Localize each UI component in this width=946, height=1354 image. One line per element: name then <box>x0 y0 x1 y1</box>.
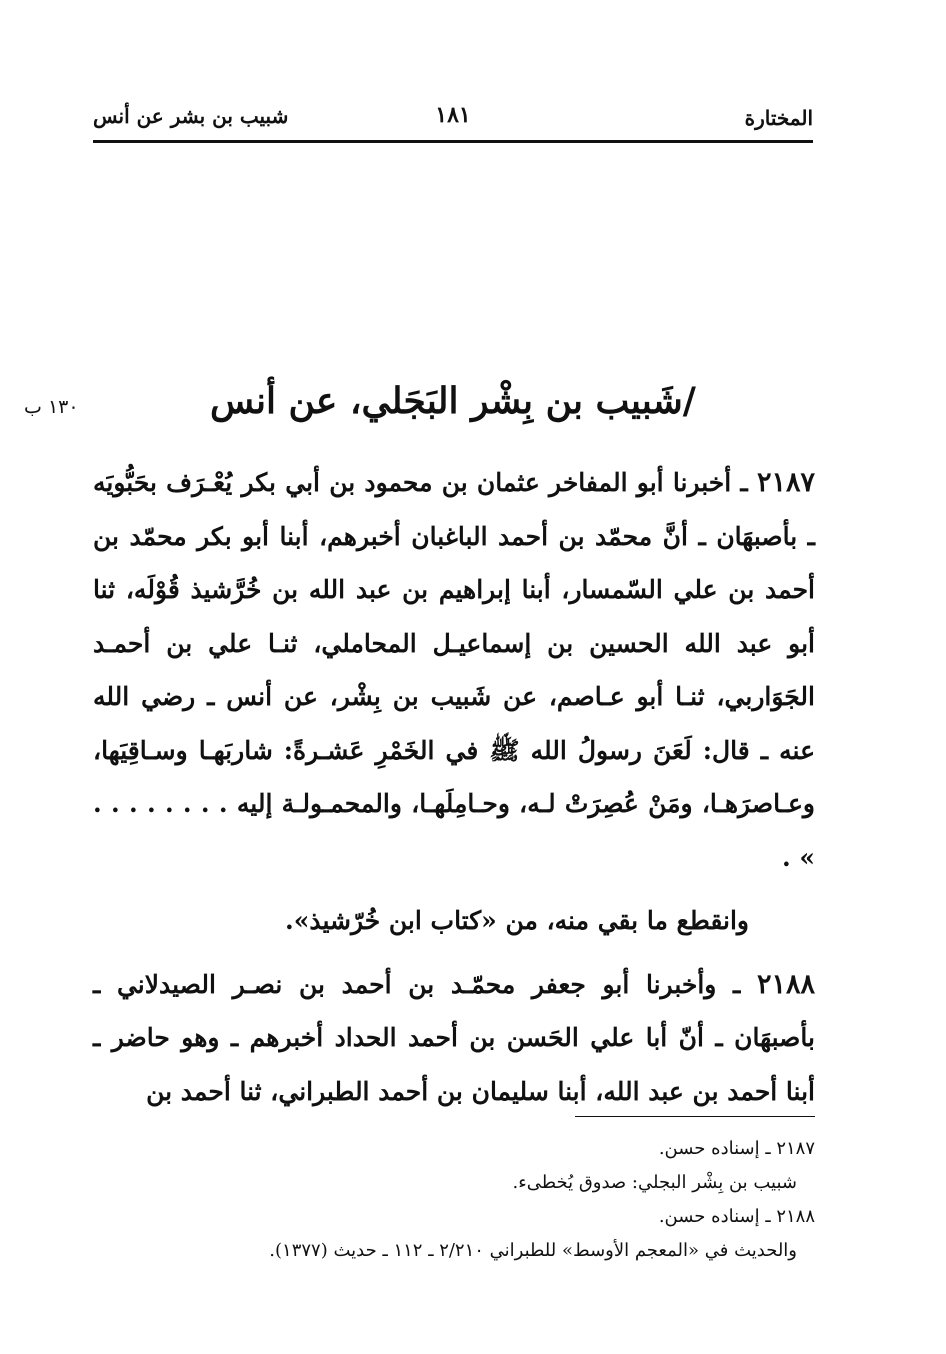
footnote: والحديث في «المعجم الأوسط» للطبراني ٢/٢١٠ ـ ١١٢ ـ حديث (١٣٧٧). <box>269 1240 797 1261</box>
footnote: ٢١٨٧ ـ إسناده حسن. <box>658 1138 815 1159</box>
section-heading: /شَبيب بن بِشْر البَجَلي، عن أنس <box>210 380 696 422</box>
main-body <box>93 456 815 1118</box>
footnotes <box>93 1132 815 1268</box>
hadith-number: ٢١٨٨ <box>756 968 815 1000</box>
hadith-text: ـ أخبرنا أبو المفاخر عثمان بن محمود بن أبي بكر يُعْـرَف بحَبُّويَه ـ بأصبهَان ـ أنَّ محمّد بن أحمد الباغبان أخبرهم، أبنا أبو بكر محمّد بن أحمد بن علي السّمسار، أبنا إبراهيم بن عبد الله بن خُرَّشيذ قُوْلَه، ثنا أبو عبد الله الحسين بن إسماعيـل المحاملي، ثنـا علي بن أحمـد الجَوَاربي، ثنـا أبو عـاصم، عن شَبيب بن بِشْر، عن أنس ـ رضي الله عنه ـ قال: لَعَنَ رسولُ الله ﷺ في الخَمْرِ عَشـرةً: شاربَهـا وسـاقِيَها، وعـاصرَهـا، ومَنْ عُصِرَتْ لـه، وحـامِلَهـا، والمحمـولـة إليه . . . . . . . . » . <box>93 468 815 872</box>
hadith-paragraph <box>93 456 815 884</box>
footnote-divider <box>575 1116 815 1117</box>
manuscript-folio-note: ١٣٠ ب <box>24 396 79 418</box>
interruption-note: وانقطع ما بقي منه، من «كتاب ابن خُرّشيذ». <box>285 906 749 935</box>
chapter-title: شبيب بن بشر عن أنس <box>93 104 289 128</box>
book-title: المختارة <box>744 106 813 130</box>
hadith-text: ـ وأخبرنا أبو جعفر محمّـد بن أحمد بن نصـر الصيدلاني ـ بأصبهَان ـ أنّ أبا علي الحَسن بن أحمد الحداد أخبرهم ـ وهو حاضر ـ أبنا أحمد بن عبد الله، أبنا سليمان بن أحمد الطبراني، ثنا أحمد بن <box>93 969 815 1106</box>
footnote: ٢١٨٨ ـ إسناده حسن. <box>658 1206 815 1227</box>
page-number: ١٨١ <box>435 102 471 128</box>
hadith-number: ٢١٨٧ <box>756 467 815 498</box>
header-divider <box>93 140 813 143</box>
footnote: شبيب بن بِشْر البجلي: صدوق يُخطىء. <box>512 1172 797 1193</box>
running-header <box>93 98 813 138</box>
hadith-paragraph <box>93 958 815 1119</box>
